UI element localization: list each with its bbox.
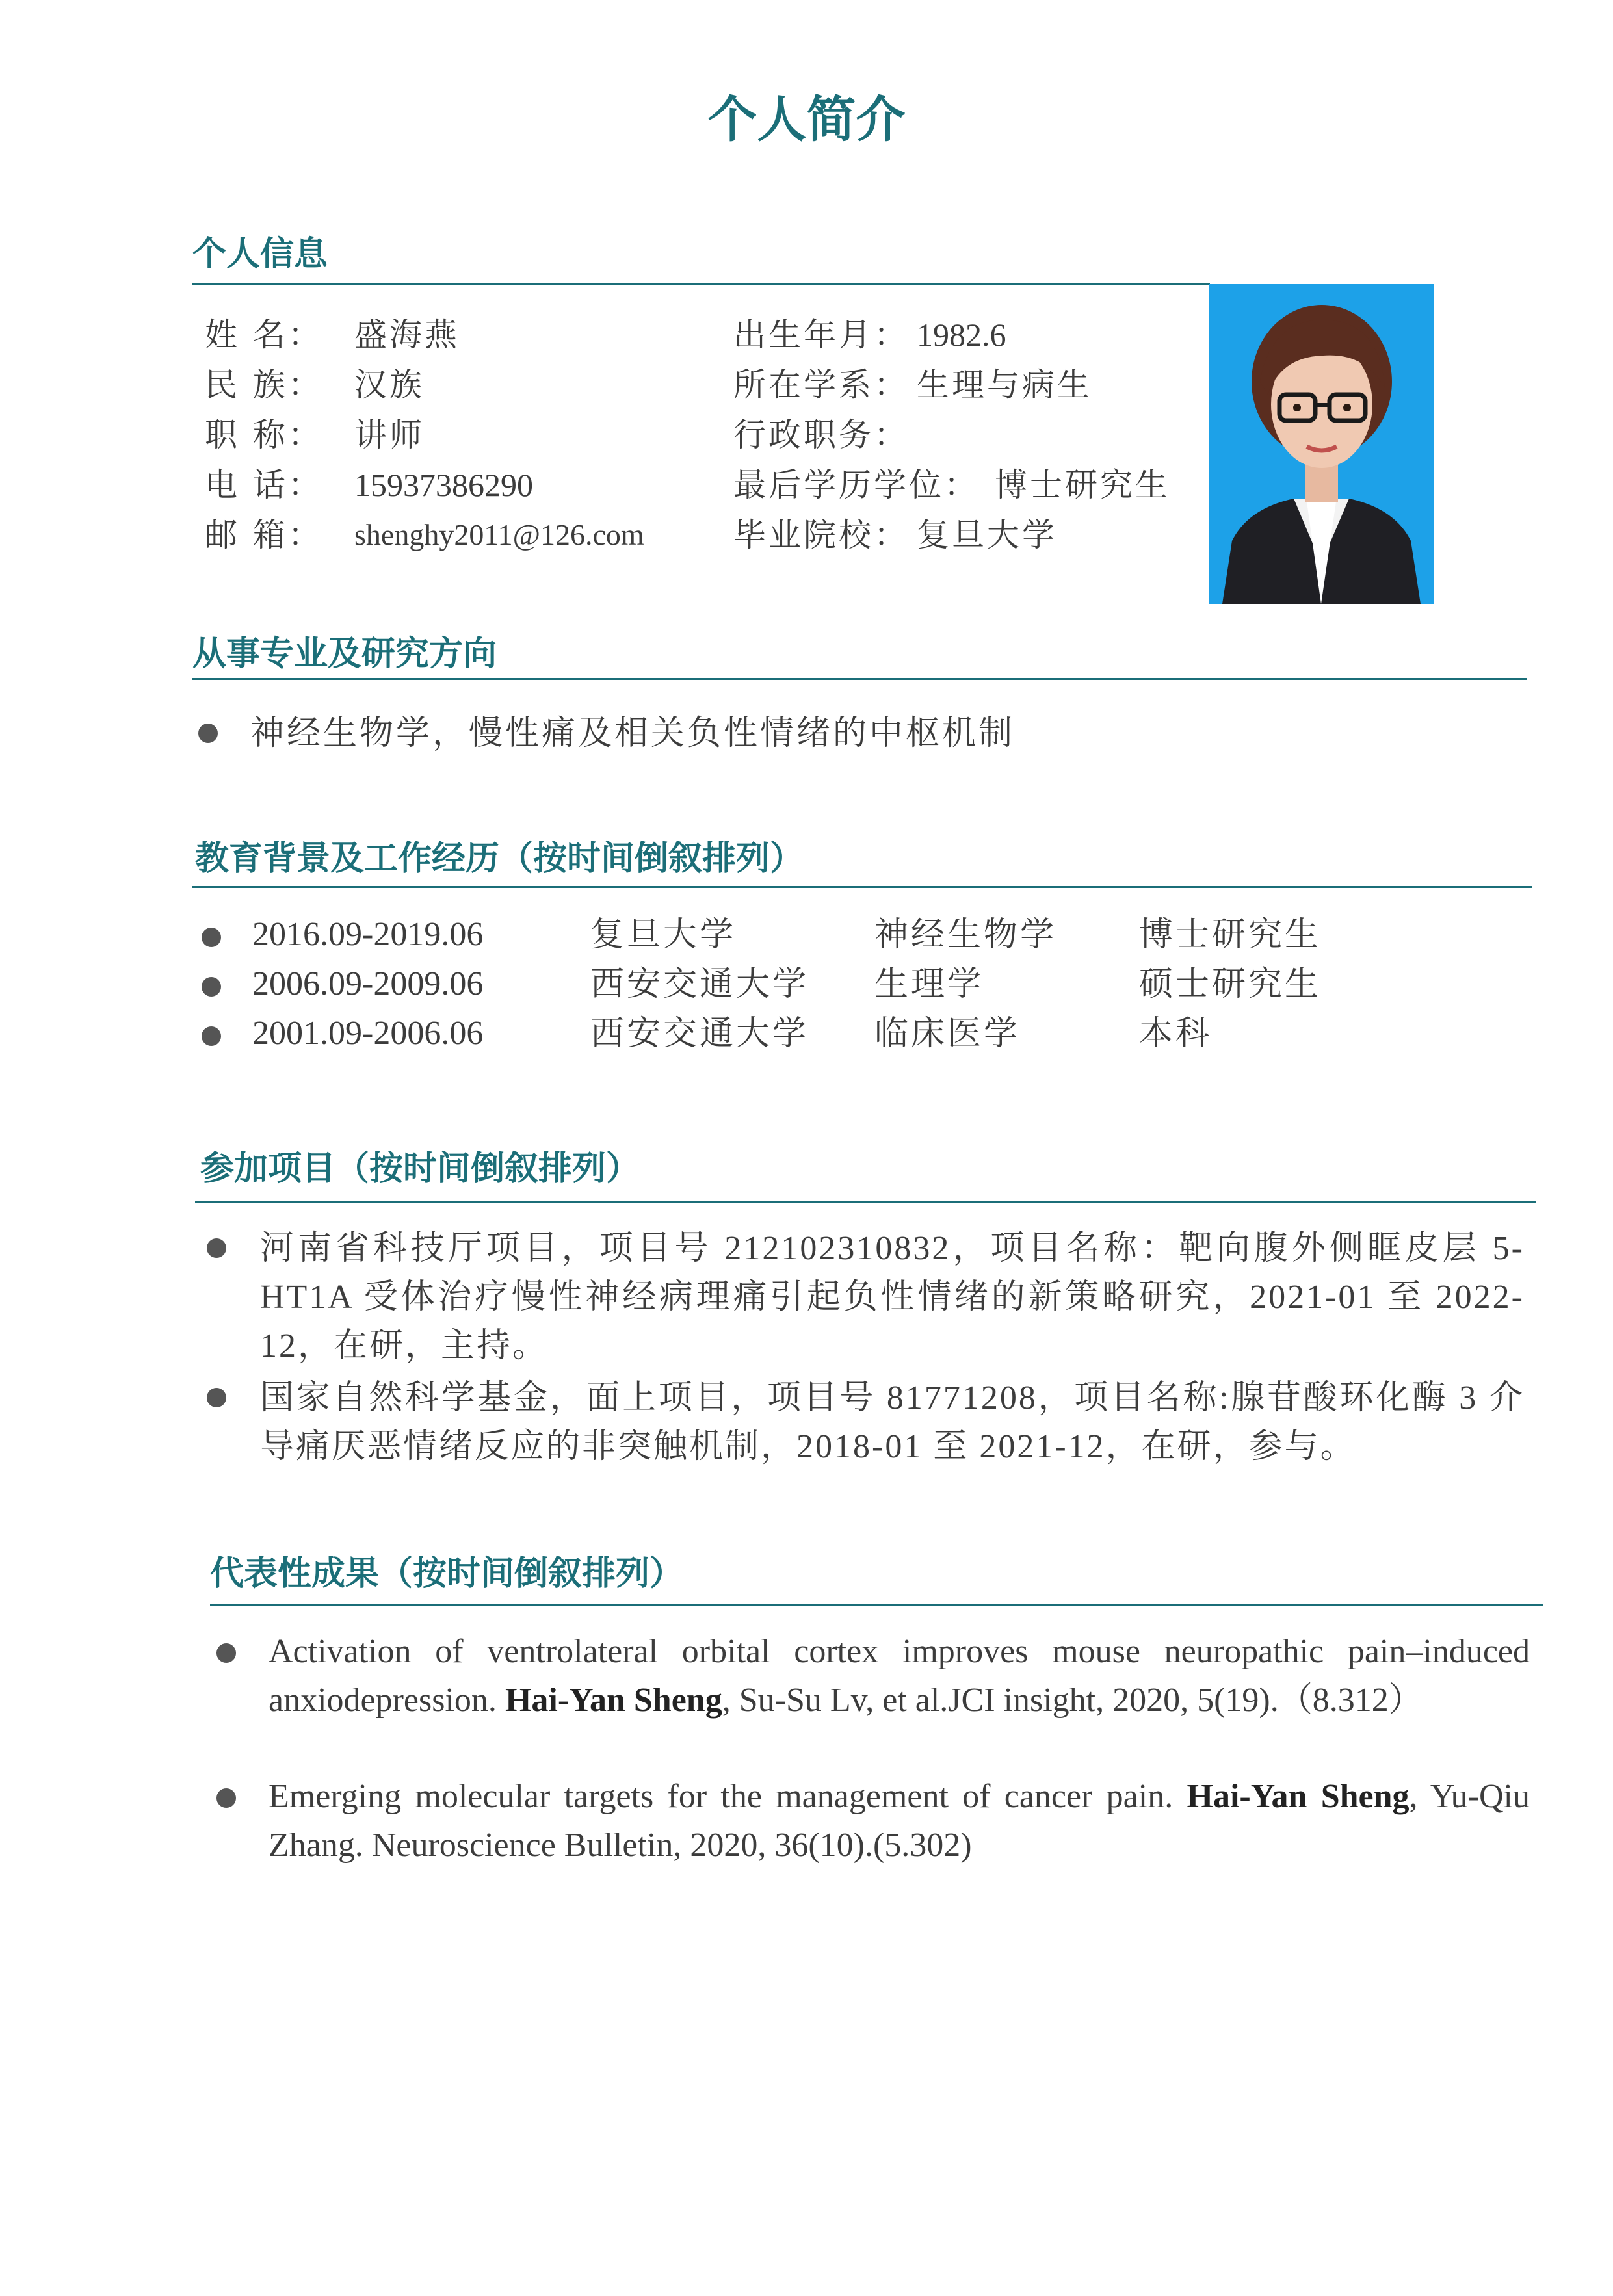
section-title-education: 教育背景及工作经历（按时间倒叙排列）	[195, 839, 804, 878]
birth-label: 出生年月：	[733, 316, 909, 354]
phone-label: 电 话：	[205, 466, 323, 504]
education-major: 临床医学	[874, 1014, 1021, 1053]
section-rule	[192, 886, 1532, 888]
admin-label: 行政职务：	[733, 416, 909, 454]
education-school: 复旦大学	[590, 915, 737, 954]
bullet-icon	[207, 1238, 226, 1258]
phone-value: 15937386290	[354, 467, 533, 503]
education-period: 2001.09-2006.06	[252, 1015, 484, 1052]
name-label: 姓 名：	[205, 316, 323, 354]
dept-label: 所在学系：	[733, 366, 909, 404]
section-rule	[210, 1604, 1543, 1606]
section-rule	[192, 678, 1527, 680]
education-degree: 本科	[1139, 1014, 1213, 1053]
bullet-icon	[216, 1788, 236, 1808]
title-label: 职 称：	[205, 416, 323, 454]
ethnicity-label: 民 族：	[205, 366, 323, 404]
bullet-icon	[202, 1026, 221, 1046]
achievement-text: Activation of ventrolateral orbital cortex improves mouse neuropathic pain–induced anxiodepression.	[269, 1633, 1530, 1719]
email-label: 邮 箱：	[205, 516, 323, 554]
achievement-text: , Su-Su Lv, et al.JCI insight, 2020, 5(19).（8.312）	[722, 1682, 1423, 1719]
portrait-illustration	[1209, 284, 1434, 604]
achievement-item	[269, 1772, 1530, 1870]
achievement-text: , Yu-Qiu Zhang. Neuroscience Bulletin, 2020, 36(10).(5.302)	[269, 1778, 1530, 1864]
education-period: 2016.09-2019.06	[252, 916, 484, 953]
research-direction: 神经生物学，慢性痛及相关负性情绪的中枢机制	[250, 714, 1016, 753]
degree-value: 博士研究生	[995, 466, 1170, 504]
education-period: 2006.09-2009.06	[252, 965, 484, 1002]
ethnicity-value: 汉族	[354, 366, 425, 404]
education-school: 西安交通大学	[590, 965, 809, 1004]
education-major: 神经生物学	[874, 915, 1057, 954]
education-degree: 博士研究生	[1139, 915, 1322, 954]
email-value: shenghy2011@126.com	[354, 518, 644, 551]
school-label: 毕业院校：	[733, 516, 909, 554]
section-title-achievements: 代表性成果（按时间倒叙排列）	[210, 1554, 684, 1593]
title-value: 讲师	[354, 416, 425, 454]
name-value: 盛海燕	[354, 316, 460, 354]
section-rule	[192, 283, 1210, 285]
achievement-text: Emerging molecular targets for the management of cancer pain.	[269, 1778, 1187, 1815]
page-title: 个人简介	[707, 90, 906, 148]
dept-value: 生理与病生	[917, 366, 1092, 404]
education-major: 生理学	[874, 965, 984, 1004]
bullet-icon	[202, 928, 221, 947]
section-title-projects: 参加项目（按时间倒叙排列）	[200, 1149, 640, 1188]
education-degree: 硕士研究生	[1139, 965, 1322, 1004]
section-title-research: 从事专业及研究方向	[192, 634, 497, 673]
achievement-author: Hai-Yan Sheng	[505, 1682, 722, 1719]
section-rule	[195, 1201, 1536, 1203]
school-value: 复旦大学	[917, 516, 1057, 554]
birth-value: 1982.6	[917, 317, 1006, 353]
section-title-personal: 个人信息	[192, 235, 328, 274]
education-school: 西安交通大学	[590, 1014, 809, 1053]
bullet-icon	[202, 977, 221, 997]
bullet-icon	[207, 1388, 226, 1407]
project-item: 河南省科技厅项目，项目号 212102310832，项目名称：靶向腹外侧眶皮层 5-HT1A 受体治疗慢性神经病理痛引起负性情绪的新策略研究，2021-01 至 2022-12，在研，主持。	[260, 1230, 1525, 1364]
degree-label: 最后学历学位：	[733, 466, 979, 504]
achievement-item	[269, 1627, 1530, 1725]
profile-photo	[1209, 284, 1434, 604]
achievement-author: Hai-Yan Sheng	[1187, 1778, 1410, 1815]
bullet-icon	[198, 724, 218, 743]
project-item: 国家自然科学基金，面上项目，项目号 81771208，项目名称:腺苷酸环化酶 3 介导痛厌恶情绪反应的非突触机制，2018-01 至 2021-12，在研，参与。	[260, 1379, 1525, 1465]
bullet-icon	[216, 1643, 236, 1663]
